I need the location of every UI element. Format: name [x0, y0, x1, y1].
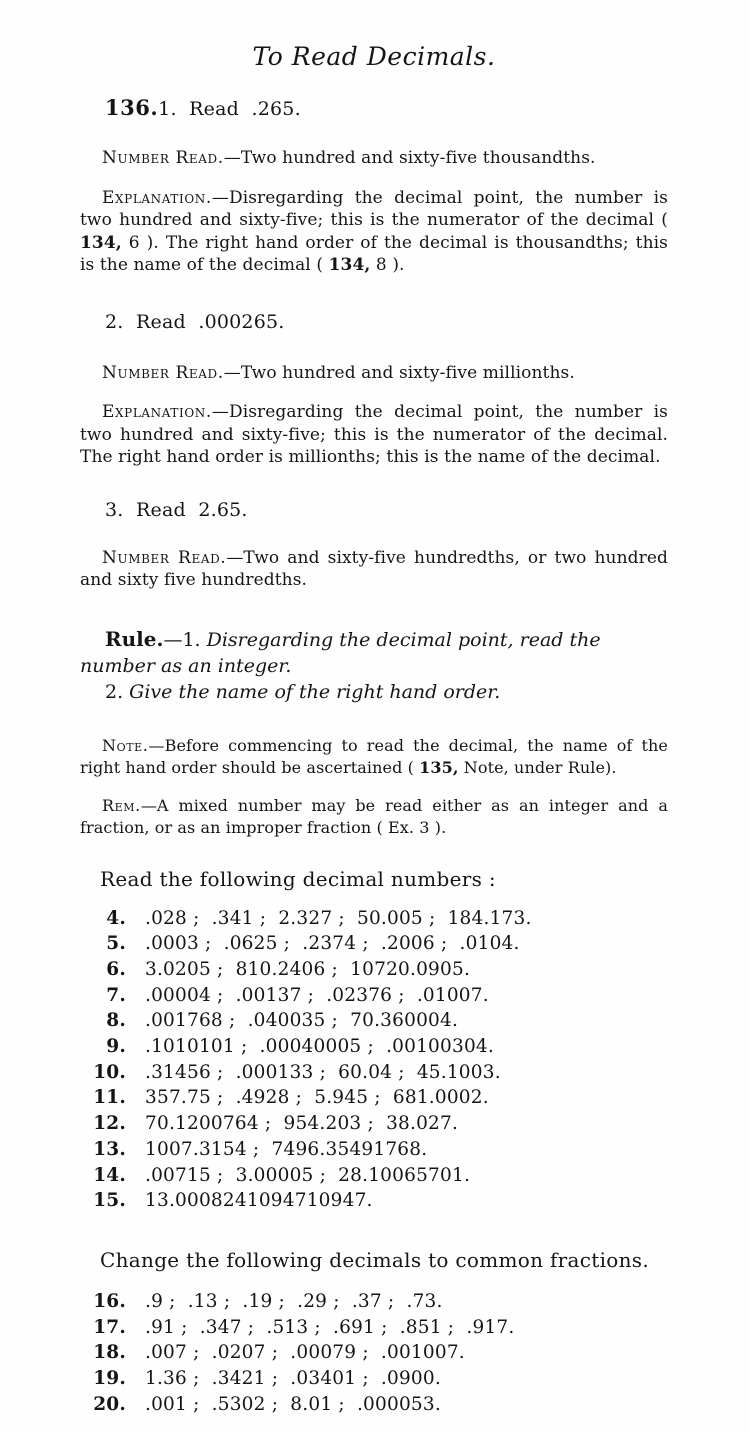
problem-1	[80, 95, 668, 120]
problem-3	[80, 499, 668, 521]
explanation-2	[80, 401, 668, 469]
exercise-read-heading: Read the following decimal numbers :	[100, 866, 496, 891]
rule-label: Rule.	[105, 626, 164, 651]
rule-paragraph	[80, 626, 668, 679]
rule-item-1-number: —1.	[163, 628, 207, 651]
rule-item-1-text: Disregarding the decimal point, read the number as an integer.	[80, 628, 601, 677]
reference-134-a: 134,	[80, 232, 122, 253]
reference-134-b: 134,	[328, 255, 371, 275]
rule-item-2-text: Give the name of the right hand order.	[129, 680, 501, 703]
number-read-3-text: —Two and sixty-five hundredths, or two hundred and sixty five hundredths.	[80, 547, 668, 590]
exercise-values: .001768 ; .040035 ; 70.360004.	[145, 1010, 459, 1032]
exercise-values: .028 ; .341 ; 2.327 ; 50.005 ; 184.173.	[145, 907, 532, 929]
number-read-2-label: Number Read.	[102, 362, 224, 383]
exercise-values: .00004 ; .00137 ; .02376 ; .01007.	[145, 984, 489, 1006]
problem-3-text: 3. Read 2.65.	[105, 498, 248, 521]
number-read-1-text: —Two hundred and sixty-five thousandths.	[223, 148, 596, 168]
number-read-3-label: Number Read.	[102, 547, 227, 568]
exercise-number: 9.	[106, 1036, 126, 1058]
exercise-values: 357.75 ; .4928 ; 5.945 ; 681.0002.	[145, 1087, 489, 1109]
exercise-number: 17.	[93, 1316, 126, 1338]
number-read-2	[80, 362, 668, 385]
problem-2	[80, 311, 668, 333]
note-seg2: Note, under Rule).	[458, 757, 617, 777]
exercise-number: 11.	[93, 1087, 126, 1109]
exercise-row-20	[80, 1392, 668, 1418]
exercise-number: 4.	[106, 907, 126, 929]
exercise-values: .00715 ; 3.00005 ; 28.10065701.	[145, 1164, 471, 1186]
exercise-row-13	[80, 1137, 668, 1163]
explanation-1-seg3: 8 ).	[370, 255, 405, 275]
exercise-values: .001 ; .5302 ; 8.01 ; .000053.	[145, 1393, 441, 1415]
exercise-number: 7.	[106, 984, 126, 1006]
rule-item-2-number: 2.	[105, 680, 130, 703]
exercise-number: 19.	[93, 1368, 126, 1390]
number-read-1-label: Number Read.	[102, 148, 224, 168]
number-read-1	[80, 147, 668, 170]
exercise-number: 14.	[93, 1164, 126, 1186]
exercise-values: 1.36 ; .3421 ; .03401 ; .0900.	[145, 1368, 441, 1390]
exercise-number: 12.	[93, 1113, 126, 1135]
exercise-row-12	[80, 1111, 668, 1137]
exercise-values: 70.1200764 ; 954.203 ; 38.027.	[145, 1113, 459, 1135]
problem-1-text: 1. Read .265.	[158, 98, 301, 120]
exercise-row-8	[80, 1008, 668, 1034]
article-number: 136.	[105, 95, 159, 120]
exercise-row-7	[80, 983, 668, 1009]
exercise-read-list	[80, 906, 668, 1214]
exercise-number: 15.	[93, 1190, 126, 1212]
exercise-number: 5.	[106, 933, 126, 955]
number-read-3	[80, 547, 668, 592]
explanation-1-seg2: 6 ). The right hand order of the decimal is thousandths; this is the name of the decimal (	[80, 232, 668, 275]
explanation-1-seg1: —Disregarding the decimal point, the number is two hundred and sixty-five; this is the numerator of the decimal (	[80, 187, 668, 230]
exercise-fractions-list	[80, 1289, 668, 1418]
exercise-row-11	[80, 1085, 668, 1111]
exercise-values: .1010101 ; .00040005 ; .00100304.	[145, 1036, 494, 1058]
explanation-1-label: Explanation.	[102, 187, 212, 208]
explanation-1	[80, 187, 668, 277]
exercise-values: .007 ; .0207 ; .00079 ; .001007.	[145, 1342, 465, 1364]
remark-label: Rem.	[102, 795, 141, 815]
note-paragraph	[80, 735, 668, 779]
exercise-values: .31456 ; .000133 ; 60.04 ; 45.1003.	[145, 1061, 501, 1083]
exercise-values: .91 ; .347 ; .513 ; .691 ; .851 ; .917.	[145, 1316, 515, 1338]
rule-item-2	[80, 679, 668, 705]
exercise-values: 3.0205 ; 810.2406 ; 10720.0905.	[145, 958, 471, 980]
exercise-number: 13.	[93, 1138, 126, 1160]
explanation-2-label: Explanation.	[102, 402, 212, 422]
remark-paragraph	[80, 795, 668, 839]
exercise-row-6	[80, 957, 668, 983]
exercise-row-17	[80, 1315, 668, 1341]
exercise-number: 18.	[93, 1342, 126, 1364]
exercise-values: .9 ; .13 ; .19 ; .29 ; .37 ; .73.	[145, 1290, 443, 1312]
exercise-values: 1007.3154 ; 7496.35491768.	[145, 1138, 428, 1160]
exercise-values: 13.0008241094710947.	[145, 1190, 373, 1212]
exercise-number: 20.	[93, 1393, 126, 1415]
exercise-row-19	[80, 1366, 668, 1392]
reference-135: 135,	[419, 757, 459, 777]
exercise-number: 8.	[106, 1010, 126, 1032]
exercise-row-9	[80, 1034, 668, 1060]
exercise-values: .0003 ; .0625 ; .2374 ; .2006 ; .0104.	[145, 933, 520, 955]
exercise-row-18	[80, 1340, 668, 1366]
exercise-row-16	[80, 1289, 668, 1315]
exercise-number: 10.	[93, 1061, 126, 1083]
exercise-row-14	[80, 1163, 668, 1189]
exercise-row-15	[80, 1188, 668, 1214]
exercise-row-4	[80, 906, 668, 932]
remark-text: —A mixed number may be read either as an integer and a fraction, or as an improper fraction ( Ex. 3 ).	[80, 795, 668, 837]
note-label: Note.	[102, 735, 149, 755]
number-read-2-text: —Two hundred and sixty-five millionths.	[223, 362, 575, 383]
note-seg1: —Before commencing to read the decimal, the name of the right hand order should be ascertained (	[80, 735, 668, 777]
problem-2-text: 2. Read .000265.	[105, 310, 285, 333]
exercise-fractions-heading: Change the following decimals to common fractions.	[100, 1247, 650, 1272]
exercise-number: 16.	[93, 1290, 126, 1312]
page-title: To Read Decimals.	[252, 42, 496, 71]
explanation-2-text: —Disregarding the decimal point, the number is two hundred and sixty-five; this is the numerator of the decimal. The right hand order is millionths; this is the name of the decimal.	[80, 402, 668, 467]
exercise-number: 6.	[106, 958, 126, 980]
exercise-row-10	[80, 1060, 668, 1086]
exercise-row-5	[80, 931, 668, 957]
